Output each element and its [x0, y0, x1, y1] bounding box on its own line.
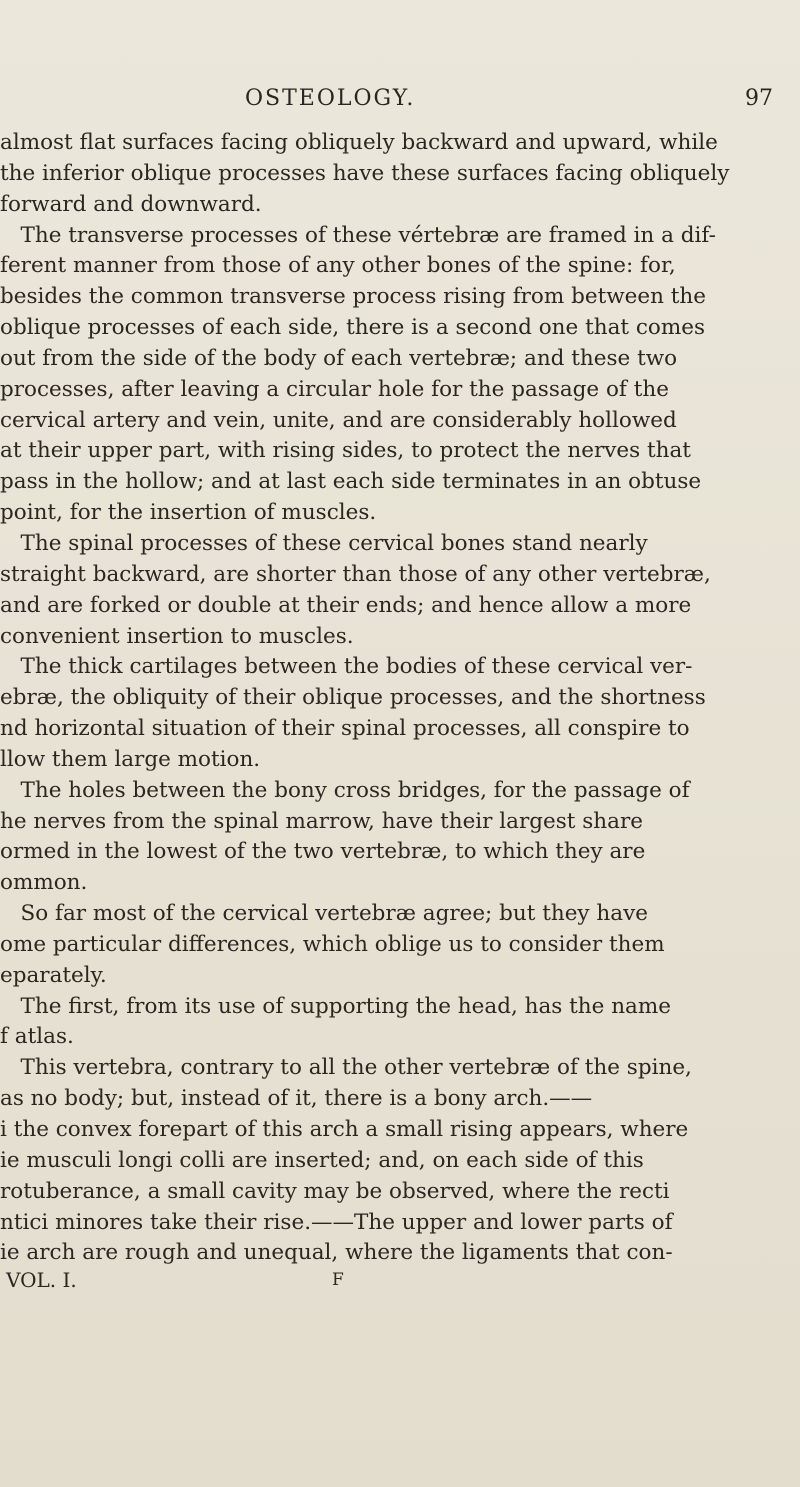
text-line: The spinal processes of these cervical bones stand nearly — [0, 530, 648, 556]
text-line: f atlas. — [0, 1024, 74, 1050]
text-line: i the convex forepart of this arch a small rising appears, where — [0, 1117, 689, 1142]
text-line: cervical artery and vein, unite, and are considerably hollowed — [0, 407, 677, 433]
text-line: The transverse processes of these vértebræ are framed in a dif- — [0, 222, 716, 248]
text-line: rotuberance, a small cavity may be observed, where the recti — [0, 1178, 670, 1204]
text-line: ommon. — [0, 870, 88, 896]
text-line: The first, from its use of supporting the head, has the name — [0, 993, 671, 1019]
text-line: oblique processes of each side, there is a second one that comes — [0, 315, 705, 341]
volume-signature: VOL. I. — [6, 1268, 77, 1292]
text-line: llow them large motion. — [0, 746, 261, 772]
text-line: So far most of the cervical vertebræ agree; but they have — [0, 901, 648, 927]
text-line: eparately. — [0, 962, 107, 988]
text-line: forward and downward. — [0, 191, 262, 217]
text-line: out from the side of the body of each vertebræ; and these two — [0, 345, 678, 371]
text-line: as no body; but, instead of it, there is a bony arch.—— — [0, 1086, 593, 1112]
text-line: at their upper part, with rising sides, to protect the nerves that — [0, 438, 691, 464]
text-line: ebræ, the obliquity of their oblique processes, and the shortness — [0, 685, 706, 711]
text-line: and are forked or double at their ends; and hence allow a more — [0, 592, 692, 618]
body-text — [0, 128, 800, 1269]
text-line: This vertebra, contrary to all the other vertebræ of the spine, — [0, 1055, 692, 1081]
running-title: OSTEOLOGY. — [245, 86, 416, 111]
text-line: ie arch are rough and unequal, where the ligaments that con- — [0, 1240, 673, 1266]
text-line: processes, after leaving a circular hole for the passage of the — [0, 376, 669, 402]
text-line: ferent manner from those of any other bones of the spine: for, — [0, 253, 676, 279]
text-line: The thick cartilages between the bodies of these cervical ver- — [0, 654, 693, 680]
page-header — [0, 86, 800, 126]
text-line: he nerves from the spinal marrow, have their largest share — [0, 808, 643, 834]
text-line: besides the common transverse process rising from between the — [0, 284, 706, 310]
text-line: straight backward, are shorter than those of any other vertebræ, — [0, 561, 711, 587]
text-line: ie musculi longi colli are inserted; and, on each side of this — [0, 1147, 644, 1173]
text-line: ome particular differences, which oblige us to consider them — [0, 931, 665, 957]
text-line: the inferior oblique processes have these surfaces facing obliquely — [0, 160, 730, 186]
text-line: almost flat surfaces facing obliquely backward and upward, while — [0, 130, 718, 155]
text-line: The holes between the bony cross bridges, for the passage of — [0, 777, 690, 803]
text-line: convenient insertion to muscles. — [0, 623, 354, 649]
text-line: ormed in the lowest of the two vertebræ, to which they are — [0, 839, 646, 865]
text-line: nd horizontal situation of their spinal processes, all conspire to — [0, 716, 690, 742]
signature-mark: F — [332, 1270, 344, 1290]
page-number: 97 — [745, 86, 773, 111]
text-line: ntici minores take their rise.——The upper and lower parts of — [0, 1209, 673, 1235]
text-line: pass in the hollow; and at last each side terminates in an obtuse — [0, 469, 702, 495]
page-footer — [0, 1268, 800, 1298]
text-line: point, for the insertion of muscles. — [0, 500, 377, 526]
